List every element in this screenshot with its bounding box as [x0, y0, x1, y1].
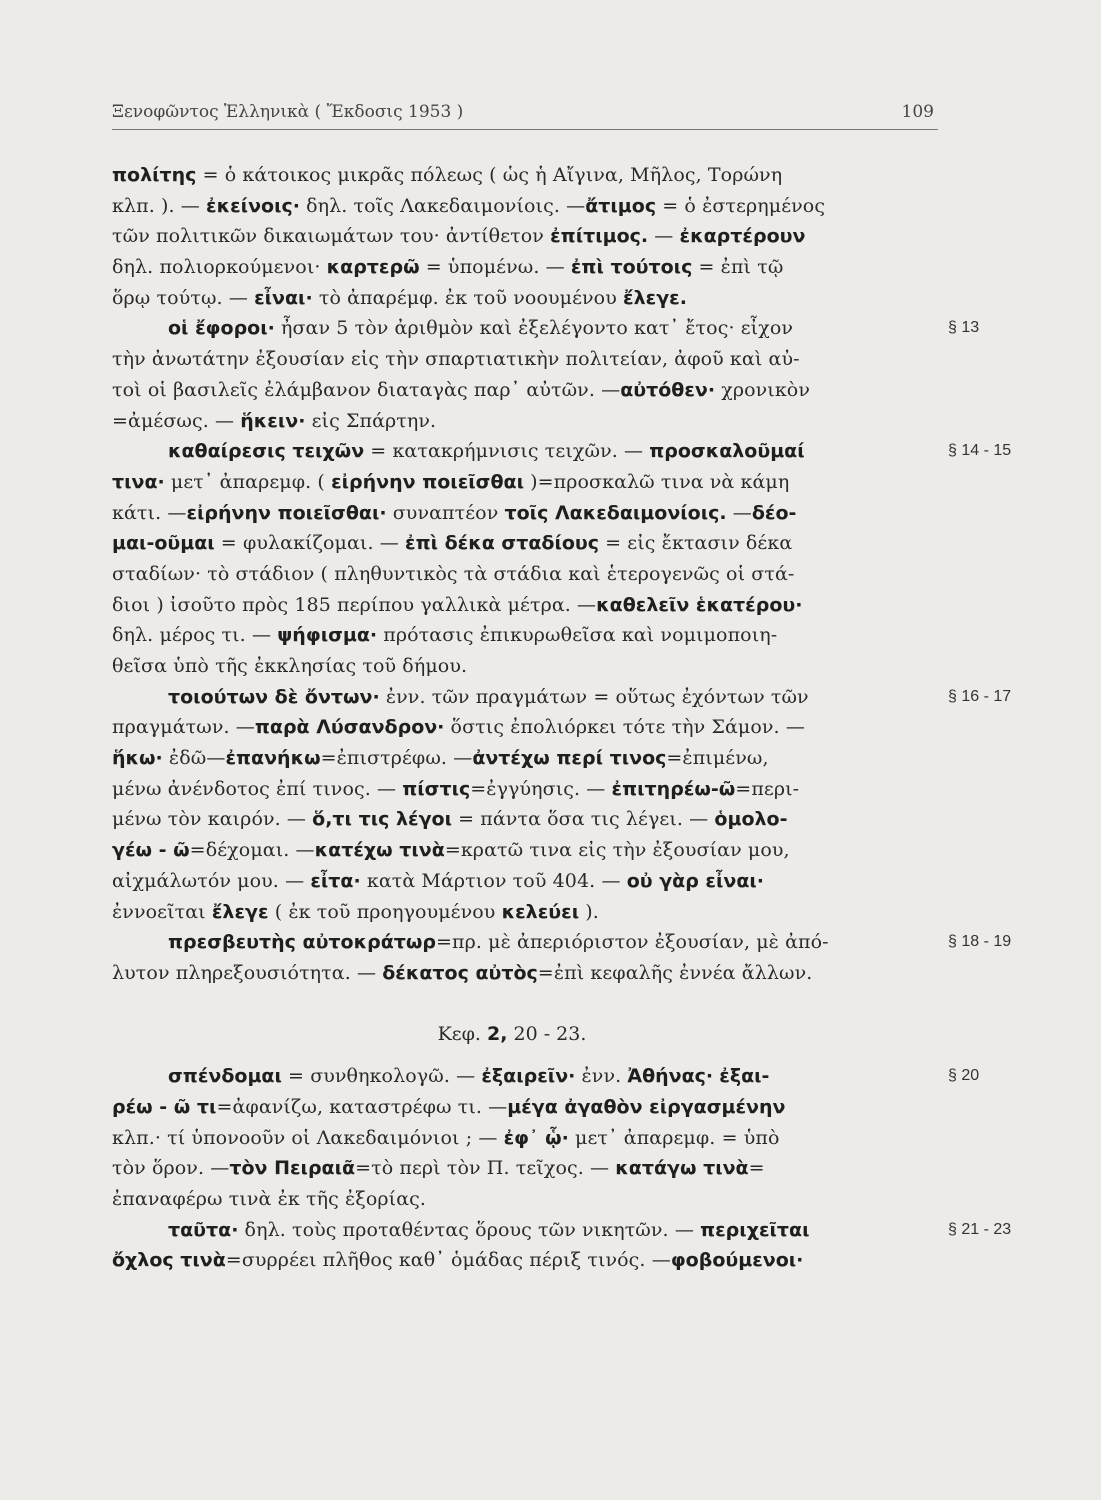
section-heading-range: 20 - 23.	[507, 1022, 587, 1045]
gloss-text: = ὁ κάτοικος μικρᾶς πόλεως ( ὡς ἡ Αἴγινα, Μῆλος, Τορώνη	[196, 164, 783, 186]
lemma-term: ἐπανήκω	[225, 747, 321, 770]
lemma-term: τὸν Πειραιᾶ	[229, 1157, 356, 1180]
text-line	[112, 620, 952, 651]
lemma-term: δέκατος αὐτὸς	[382, 961, 538, 984]
lemma-term: ἔλεγε.	[623, 286, 687, 309]
gloss-text: συναπτέον	[386, 501, 505, 524]
gloss-text: μένω ἀνένδοτος ἐπί τινος. —	[112, 777, 403, 800]
gloss-text: δηλ. τοὺς προταθέντας ὅρους τῶν νικητῶν. —	[238, 1218, 701, 1241]
gloss-text: πραγμάτων. —	[112, 716, 255, 739]
text-line	[112, 1215, 1012, 1246]
gloss-text: ἐπαναφέρω τινὰ ἐκ τῆς ἐξορίας.	[112, 1188, 427, 1210]
running-header	[112, 96, 938, 130]
gloss-text: = συνθηκολογῶ. —	[281, 1065, 482, 1088]
gloss-text: = φυλακίζομαι. —	[214, 532, 405, 555]
gloss-text: ἐνν. τῶν πραγμάτων = οὕτως ἐχόντων τῶν	[379, 685, 809, 708]
section-spacer	[112, 1049, 952, 1061]
gloss-text: ἐδῶ—	[162, 747, 226, 770]
gloss-text: =πρ. μὲ ἀπεριόριστον ἐξουσίαν, μὲ ἀπό-	[436, 931, 829, 954]
lemma-term: ἀντέχω περί τινος	[472, 747, 667, 770]
gloss-text: χρονικὸν	[715, 378, 810, 401]
gloss-text: =ἐπιστρέφω. —	[320, 747, 473, 770]
gloss-text: =ἀμέσως. —	[112, 409, 241, 432]
gloss-text: τὸν ὅρον. —	[112, 1157, 230, 1180]
lemma-term: τινα·	[112, 470, 165, 493]
lemma-term: φοβούμενοι·	[670, 1249, 804, 1272]
text-line	[112, 559, 952, 590]
text-line	[112, 804, 952, 835]
gloss-text: = ὁ ἐστερημένος	[656, 194, 826, 217]
text-line	[112, 651, 952, 682]
gloss-text: =συρρέει πλῆθος καθ᾿ ὁμάδας πέριξ τινός. —	[225, 1249, 671, 1272]
gloss-text: τὸ ἀπαρέμφ. ἐκ τοῦ νοουμένου	[312, 286, 624, 309]
lemma-term: οἱ ἔφοροι·	[168, 317, 275, 340]
lemma-term: ἔλεγε	[211, 900, 269, 923]
gloss-text: = ἐπὶ τῷ	[692, 256, 784, 279]
lemma-term: εἶτα·	[310, 869, 361, 892]
gloss-text: σταδίων· τὸ στάδιον ( πληθυντικὸς τὰ στάδια καὶ ἑτερογενῶς οἱ στά-	[112, 562, 795, 585]
lemma-term: ὄχλος τινὰ	[112, 1249, 226, 1272]
lemma-term: ἐπιτηρέω-ῶ	[611, 777, 736, 800]
gloss-text: δηλ. πολιορκούμενοι·	[112, 256, 327, 279]
gloss-text: ἐνν.	[575, 1065, 628, 1088]
lemma-term: μαι-οῦμαι	[112, 532, 215, 555]
text-line	[112, 467, 952, 498]
gloss-text: =	[748, 1157, 765, 1180]
gloss-text: αἰχμάλωτόν μου. —	[112, 869, 311, 892]
lemma-term: πίστις	[402, 777, 471, 800]
lemma-term: εἰρήνην ποιεῖσθαι·	[186, 501, 387, 524]
text-line	[112, 160, 952, 191]
text-line	[112, 774, 952, 805]
lemma-term: ἐκαρτέρουν	[679, 225, 806, 248]
section-spacer	[112, 989, 952, 1019]
gloss-text: =κρατῶ τινα εἰς τὴν ἐξουσίαν μου,	[444, 839, 790, 862]
text-line	[112, 835, 952, 866]
gloss-text: —	[648, 225, 680, 248]
text-line	[112, 1245, 952, 1276]
gloss-text: διοι ) ἰσοῦτο πρὸς 185 περίπου γαλλικὰ μέτρα. —	[112, 593, 597, 616]
lemma-term: ἐπὶ δέκα σταδίους	[405, 532, 599, 555]
gloss-text: =ἐπιμένω,	[666, 747, 769, 770]
text-line	[112, 743, 952, 774]
commentary-text	[112, 160, 1012, 1276]
gloss-text: = εἰς ἔκτασιν δέκα	[599, 532, 793, 555]
lemma-term: αὐτόθεν·	[620, 378, 716, 401]
lemma-term: καθαίρεσις τειχῶν	[168, 440, 365, 463]
text-line	[112, 682, 1012, 713]
lemma-term: παρὰ Λύσανδρον·	[254, 716, 445, 739]
lemma-term: ἥκειν·	[240, 409, 306, 432]
lemma-term: πολίτης	[112, 164, 197, 186]
gloss-text: εἰς Σπάρτην.	[305, 409, 437, 432]
section-reference: § 18 - 19	[948, 933, 1012, 951]
lemma-term: εἶναι·	[254, 286, 313, 309]
gloss-text: = ὑπομένω. —	[419, 256, 571, 279]
text-line	[112, 1092, 952, 1123]
lemma-term: ὅ,τι τις λέγοι	[312, 808, 452, 831]
section-reference: § 21 - 23	[948, 1220, 1012, 1238]
gloss-text: =ἐγγύησις. —	[470, 777, 612, 800]
lemma-term: τοῖς Λακεδαιμονίοις.	[504, 501, 727, 524]
gloss-text: κατὰ Μάρτιον τοῦ 404. —	[360, 869, 627, 892]
gloss-text: πρότασις ἐπικυρωθεῖσα καὶ νομιμοποιη-	[377, 624, 778, 647]
text-line	[112, 498, 952, 529]
gloss-text: μετ᾿ ἀπαρεμφ. = ὑπὸ	[568, 1126, 780, 1149]
lemma-term: περιχεῖται	[700, 1218, 810, 1241]
gloss-text: ὅρῳ τούτῳ. —	[112, 286, 255, 309]
section-reference: § 20	[948, 1067, 980, 1085]
commentary-block-2	[112, 1061, 1012, 1276]
gloss-text: θεῖσα ὑπὸ τῆς ἐκκλησίας τοῦ δήμου.	[112, 655, 468, 677]
lemma-term: ψήφισμα·	[277, 624, 378, 647]
lemma-term: εἰρήνην ποιεῖσθαι	[331, 470, 524, 493]
gloss-text: τὴν ἀνωτάτην ἐξουσίαν εἰς τὴν σπαρτιατικὴν πολιτείαν, ἀφοῦ καὶ αὐ-	[112, 348, 800, 371]
text-line	[112, 927, 1012, 958]
gloss-text: = κατακρήμνισις τειχῶν. —	[364, 440, 650, 463]
lemma-term: κατάγω τινὰ	[615, 1157, 749, 1180]
gloss-text: μετ᾿ ἀπαρεμφ. (	[164, 470, 332, 493]
gloss-text: ἦσαν 5 τὸν ἀριθμὸν καὶ ἐξελέγοντο κατ᾿ ἔτος· εἶχον	[274, 317, 794, 340]
section-heading-number: 2,	[487, 1022, 508, 1045]
text-line	[112, 406, 952, 437]
lemma-term: καρτερῶ	[326, 256, 420, 279]
lemma-term: ρέω - ῶ τι	[112, 1095, 217, 1118]
text-line	[112, 1123, 952, 1154]
lemma-term: κατέχω τινὰ	[314, 839, 445, 862]
section-heading	[112, 1019, 952, 1050]
gloss-text: τοὶ οἱ βασιλεῖς ἐλάμβανον διαταγὰς παρ᾿ αὐτῶν. —	[112, 378, 621, 401]
lemma-term: μέγα ἀγαθὸν εἰργασμένην	[507, 1095, 786, 1118]
section-reference: § 16 - 17	[948, 687, 1012, 705]
gloss-text: = πάντα ὅσα τις λέγει. —	[451, 808, 715, 831]
lemma-term: ἐπίτιμος.	[550, 225, 649, 248]
text-line	[112, 712, 952, 743]
page-number: 109	[901, 102, 934, 122]
lemma-term: ὁμολο-	[714, 808, 788, 831]
text-line	[112, 1184, 952, 1215]
gloss-text: δηλ. τοῖς Λακεδαιμονίοις. —	[299, 194, 586, 217]
section-reference: § 14 - 15	[948, 442, 1012, 460]
gloss-text: =τὸ περὶ τὸν Π. τεῖχος. —	[355, 1157, 616, 1180]
gloss-text: =περι-	[735, 777, 800, 800]
book-title: Ξενοφῶντος Ἑλληνικὰ ( Ἔκδοσις 1953 )	[112, 102, 464, 122]
lemma-term: ἐκείνοις·	[206, 194, 300, 217]
text-line	[112, 528, 952, 559]
gloss-text: ἐννοεῖται	[112, 900, 212, 923]
text-line	[112, 252, 952, 283]
header-rule	[112, 129, 938, 130]
lemma-term: σπένδομαι	[168, 1065, 282, 1088]
lemma-term: τοιούτων δὲ ὄντων·	[168, 685, 380, 708]
lemma-term: γέω - ῶ	[112, 839, 190, 862]
text-line	[112, 866, 952, 897]
gloss-text: κλπ.· τί ὑπονοοῦν οἱ Λακεδαιμόνιοι ; —	[112, 1126, 504, 1149]
gloss-text: =ἀφανίζω, καταστρέφω τι. —	[216, 1095, 508, 1118]
text-line	[112, 1153, 952, 1184]
lemma-term: ἐφ᾿ ᾧ·	[503, 1126, 569, 1149]
lemma-term: ἥκω·	[112, 747, 163, 770]
lemma-term: κελεύει	[501, 900, 580, 923]
text-line	[112, 221, 952, 252]
gloss-text: κάτι. —	[112, 501, 187, 524]
gloss-text: λυτον πληρεξουσιότητα. —	[112, 961, 383, 984]
lemma-term: ἐπὶ τούτοις	[570, 256, 693, 279]
lemma-term: δέο-	[751, 501, 797, 524]
text-line	[112, 897, 952, 928]
lemma-term: ἐξαι-	[719, 1065, 770, 1088]
lemma-term: οὐ γὰρ εἶναι·	[626, 869, 765, 892]
lemma-term: ταῦτα·	[168, 1218, 239, 1241]
section-heading-prefix: Κεφ.	[437, 1022, 488, 1045]
commentary-block-1	[112, 160, 1012, 989]
lemma-term: ἐξαιρεῖν·	[481, 1065, 576, 1088]
text-line	[112, 344, 952, 375]
text-line	[112, 375, 952, 406]
text-line	[112, 958, 952, 989]
lemma-term: ἄτιμος	[585, 194, 657, 217]
gloss-text: ὅστις ἐπολιόρκει τότε τὴν Σάμον. —	[444, 716, 805, 739]
gloss-text: =ἐπὶ κεφαλῆς ἐννέα ἄλλων.	[537, 961, 813, 984]
gloss-text: —	[726, 501, 752, 524]
text-line	[112, 436, 1012, 467]
text-line	[112, 1061, 980, 1092]
text-line	[112, 283, 952, 314]
lemma-term: πρεσβευτὴς αὐτοκράτωρ	[168, 931, 436, 954]
text-line	[112, 590, 952, 621]
text-line	[112, 313, 980, 344]
lemma-term: Ἀθήνας·	[627, 1065, 714, 1088]
gloss-text: μένω τὸν καιρόν. —	[112, 808, 313, 831]
lemma-term: καθελεῖν ἑκατέρου·	[596, 593, 803, 616]
gloss-text: κλπ. ). —	[112, 194, 207, 217]
text-line	[112, 191, 952, 222]
gloss-text: ).	[579, 900, 599, 923]
gloss-text: ( ἐκ τοῦ προηγουμένου	[268, 900, 502, 923]
gloss-text: )=προσκαλῶ τινα νὰ κάμη	[523, 470, 790, 493]
gloss-text: τῶν πολιτικῶν δικαιωμάτων του· ἀντίθετον	[112, 225, 551, 248]
gloss-text: δηλ. μέρος τι. —	[112, 624, 278, 647]
gloss-text: =δέχομαι. —	[189, 839, 315, 862]
section-reference: § 13	[948, 319, 980, 337]
lemma-term: προσκαλοῦμαί	[649, 440, 805, 463]
